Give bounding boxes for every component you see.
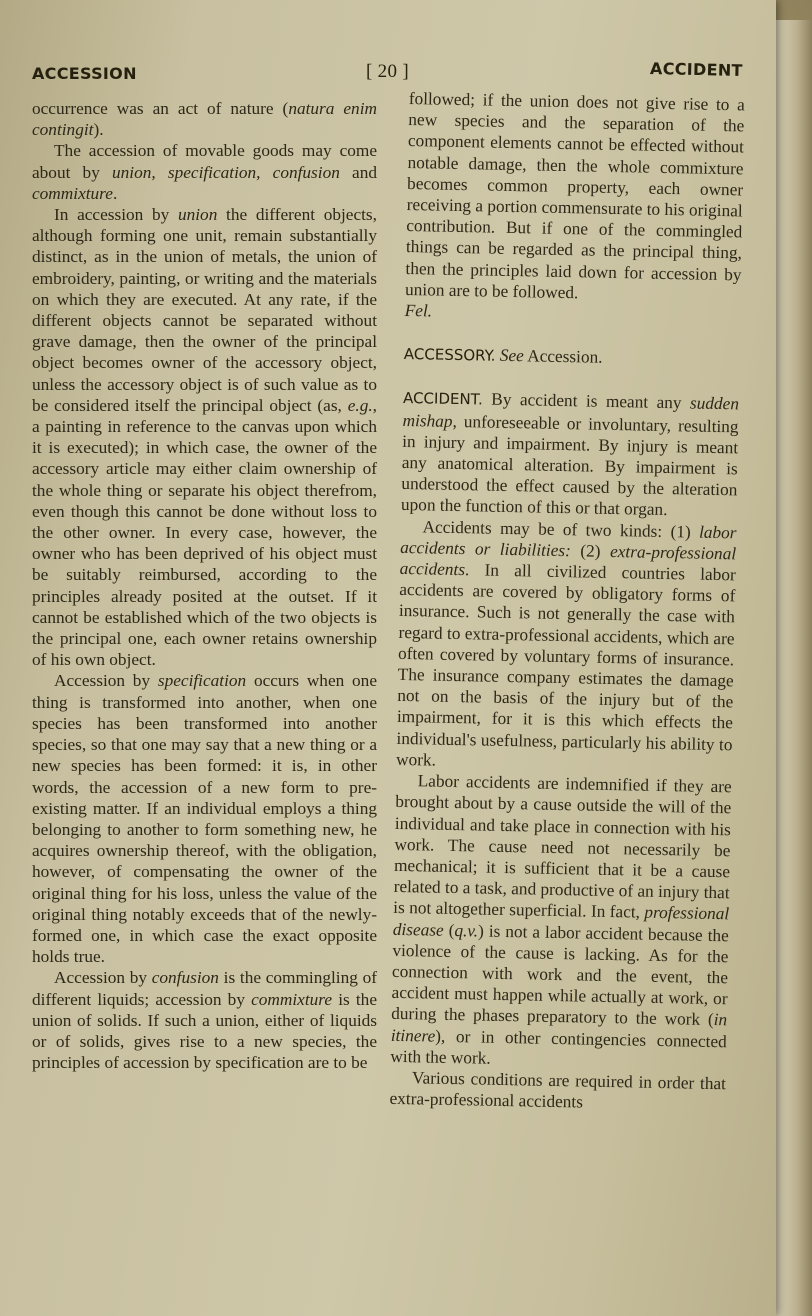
right-column [389, 88, 745, 1116]
paragraph: Labor accidents are indemnified if they are brought about by a cause outside the will of the individual and take place in connection with his work. The cause need not necessarily be mechanical; it is sufficient that it be a cause related to a task, and productive of an injury that is not altogether superficial. In fact, professional disease (q.v.) is not a labor accident because the violence of the cause is lacking. As for the connection with work and the event, the accident must happen while actually at work, or during the phases preparatory to the work (in itinere), or in other contingencies connected with the work. [390, 771, 732, 1068]
author-signature: Fel. [404, 300, 433, 321]
paragraph: Accession by specification occurs when one thing is transformed into another, when one species has been transformed into another species, so that one may say that a new thing or a new species has been formed: it is, in other words, the accession of a new form to pre-existing matter. If an individual employs a thing belonging to another to form something new, he acquires ownership thereof, with the obligation, however, of compensating the owner of the original thing for his loss, unless the value of the original thing notably exceeds that of the newly-formed one, in which case the exact opposite holds true. [32, 671, 377, 967]
paragraph: In accession by union the different objects, although forming one unit, remain substantially distinct, as in the union of metals, the union of embroidery, painting, or writing and the materials on which they are executed. At any rate, if the different objects cannot be separated without grave damage, then the owner of the principal object becomes owner of the accessory object, unless the accessory object is of such value as to be considered itself the principal object (as, e.g., a painting in reference to the canvas upon which it is executed); in which case, the owner of the accessory article may either claim ownership of the whole thing or separate his object therefrom, even though this cannot be done without loss to the other owner. In every case, however, the owner who has been deprived of his object must be suitably reimbursed, according to the principles already posited at the outset. If it cannot be established which of the two objects is the principal one, each owner retains ownership of his own object. [32, 205, 377, 670]
paragraph: Accidents may be of two kinds: (1) labor accidents or liabilities: (2) extra-professional accidents. In all civilized countries labor accidents are covered by obligatory forms of insurance. Such is not generally the case with regard to extra-professional accidents, which are often covered by voluntary forms of insurance. The insurance company estimates the damage not on the basis of the injury but of the impairment, for it is this which effects the individual's usefulness, particularly his ability to work. [395, 516, 737, 770]
cross-reference-entry: ACCESSORY. See Accession. [403, 345, 603, 367]
paragraph: Various conditions are required in order that extra-professional accidents [389, 1068, 727, 1112]
paragraph: The accession of movable goods may come about by union, specification, confusion and commixture. [32, 141, 377, 203]
entry-headword: ACCIDENT. [402, 389, 483, 409]
left-column [32, 98, 377, 1073]
entry-headword: ACCESSORY. [403, 345, 496, 365]
paragraph: Accession by confusion is the commingling of different liquids; accession by commixture is the union of solids. If such a union, either of liquids or of solids, gives rise to a new species, the principles of accession by specification are to be [32, 968, 377, 1073]
page-number: [ 20 ] [366, 61, 409, 82]
paragraph: ACCIDENT. By accident is meant any sudden mishap, unforeseeable or involuntary, resulting in injury and impairment. By injury is meant any anatomical alteration. By impairment is understood the effect caused by the alteration upon the function of this or that organ. [400, 389, 740, 520]
paragraph: occurrence was an act of nature (natura enim contingit). [32, 99, 377, 140]
paragraph: followed; if the union does not give rise to a new species and the separation of the component elements cannot be effected without notable damage, then the whole commixture becomes common property, each owner receiving a portion commensurate to his original contribution. But if one of the commingled things can be regarded as the principal thing, then the principles laid down for accession by union are to be followed. [404, 88, 745, 303]
running-head-left: ACCESSION [32, 64, 137, 83]
running-head-right: ACCIDENT [649, 59, 743, 80]
